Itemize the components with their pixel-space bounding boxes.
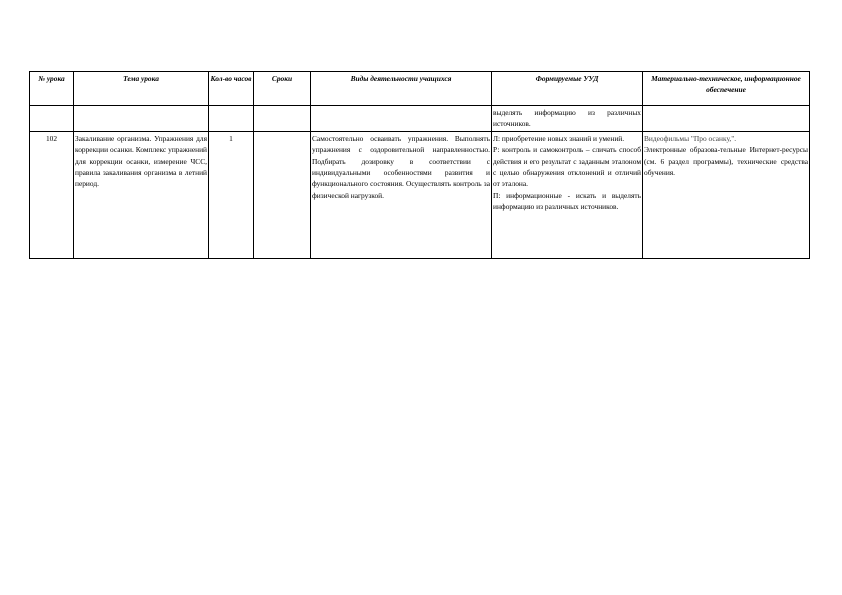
header-lesson-number: № урока	[30, 72, 74, 106]
support-video: Видеофильмы "Про осанку,".	[644, 133, 737, 143]
cell-empty	[311, 106, 492, 132]
uud-personal: Л: приобретение новых знаний и умений.	[493, 133, 625, 143]
header-support: Материально-техническое, информационное обеспечение	[643, 72, 810, 106]
header-row	[30, 72, 810, 106]
cell-empty	[209, 106, 254, 132]
cell-support	[643, 131, 810, 258]
header-activities: Виды деятельности учащихся	[311, 72, 492, 106]
lesson-plan-table	[29, 71, 810, 259]
header-uud: Формируемые УУД	[492, 72, 643, 106]
support-resources: Электронные образова-тельные Интернет-ресурсы (см. 6 раздел программы), технические средства обучения.	[644, 145, 808, 178]
cell-empty	[30, 106, 74, 132]
header-dates: Сроки	[254, 72, 311, 106]
cell-uud-continued: выделять информацию из различных источников.	[492, 106, 643, 132]
cell-lesson-topic: Закаливание организма. Упражнения для коррекции осанки. Комплекс упражнений для коррекции осанки, измерение ЧСС, правила закаливания организма в летний период.	[74, 131, 209, 258]
uud-regulatory: Р: контроль и самоконтроль – сличать способ действия и его результат с заданным эталоном с целью обнаружения отклонений и отличий от эталона.	[493, 145, 641, 189]
cell-hours: 1	[209, 131, 254, 258]
cell-lesson-number: 102	[30, 131, 74, 258]
cell-dates	[254, 131, 311, 258]
cell-uud	[492, 131, 643, 258]
cell-activities: Самостоятельно осваивать упражнения. Выполнять упражнения с оздоровительной направленностью. Подбирать дозировку в соответствии с индивидуальными особенностями развития и функционального состояния. Осуществлять контроль за физической нагрузкой.	[311, 131, 492, 258]
table-row	[30, 131, 810, 258]
continued-row	[30, 106, 810, 132]
cell-empty	[254, 106, 311, 132]
uud-cognitive: П: информационные - искать и выделять информацию из различных источников.	[493, 190, 641, 212]
cell-empty	[643, 106, 810, 132]
cell-empty	[74, 106, 209, 132]
header-lesson-topic: Тема урока	[74, 72, 209, 106]
header-hours: Кол-во часов	[209, 72, 254, 106]
